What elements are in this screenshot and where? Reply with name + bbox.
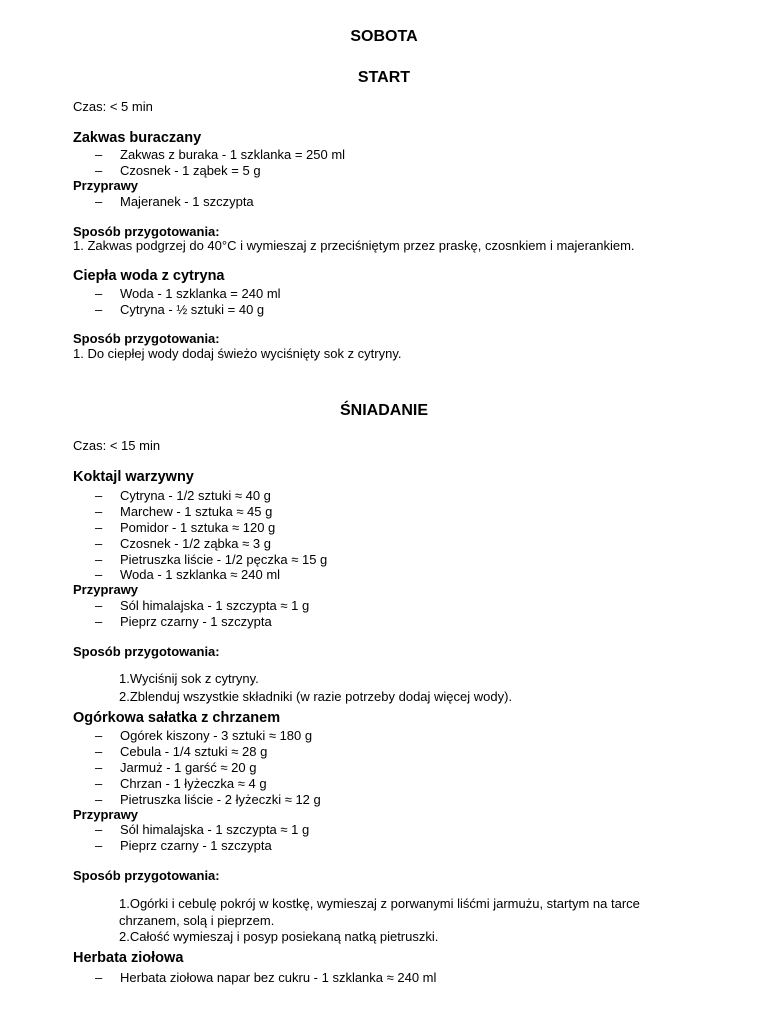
ingredient-text: Chrzan - 1 łyżeczka ≈ 4 g xyxy=(120,776,267,791)
spice-text: Pieprz czarny - 1 szczypta xyxy=(120,614,272,629)
list-dash: – xyxy=(95,302,103,317)
ingredient-text: Zakwas z buraka - 1 szklanka = 250 ml xyxy=(120,147,346,162)
spice-text: Sól himalajska - 1 szczypta ≈ 1 g xyxy=(120,598,310,613)
method-step: 2.Zblenduj wszystkie składniki (w razie potrzeby dodaj więcej wody). xyxy=(119,689,513,704)
ingredient-text: Woda - 1 szklanka ≈ 240 ml xyxy=(120,567,281,582)
ingredient-text: Herbata ziołowa napar bez cukru - 1 szklanka ≈ 240 ml xyxy=(120,970,437,985)
day-title: SOBOTA xyxy=(350,28,418,45)
list-dash: – xyxy=(95,760,103,775)
list-dash: – xyxy=(95,614,103,629)
method-step: 1. Do ciepłej wody dodaj świeżo wyciśnięty sok z cytryny. xyxy=(73,346,402,361)
list-dash: – xyxy=(95,598,103,613)
method-step: 1. Zakwas podgrzej do 40°C i wymieszaj z przeciśniętym przez praskę, czosnkiem i majerankiem. xyxy=(73,238,635,253)
list-dash: – xyxy=(95,147,103,162)
list-dash: – xyxy=(95,744,103,759)
list-dash: – xyxy=(95,970,103,985)
list-dash: – xyxy=(95,520,103,535)
list-dash: – xyxy=(95,536,103,551)
list-dash: – xyxy=(95,286,103,301)
ingredient-text: Jarmuż - 1 garść ≈ 20 g xyxy=(120,760,257,775)
method-step: 1.Ogórki i cebulę pokrój w kostkę, wymieszaj z porwanymi liśćmi jarmużu, startym na tarce xyxy=(119,896,640,911)
ingredient-text: Ogórek kiszony - 3 sztuki ≈ 180 g xyxy=(120,728,313,743)
recipe-title: Zakwas buraczany xyxy=(73,130,202,146)
recipe-title: Herbata ziołowa xyxy=(73,950,184,966)
spices-label: Przyprawy xyxy=(73,582,139,597)
list-dash: – xyxy=(95,163,103,178)
spice-text: Sól himalajska - 1 szczypta ≈ 1 g xyxy=(120,822,310,837)
meal-title-breakfast: ŚNIADANIE xyxy=(339,402,428,419)
recipe-title: Koktajl warzywny xyxy=(73,469,194,485)
method-step: 2.Całość wymieszaj i posyp posiekaną natką pietruszki. xyxy=(119,929,439,944)
meal-time: Czas: < 5 min xyxy=(73,99,153,114)
recipe-title: Ogórkowa sałatka z chrzanem xyxy=(73,710,281,726)
spice-text: Majeranek - 1 szczypta xyxy=(120,194,254,209)
method-step: 1.Wyciśnij sok z cytryny. xyxy=(119,671,259,686)
meal-time: Czas: < 15 min xyxy=(73,438,161,453)
list-dash: – xyxy=(95,728,103,743)
recipe-title: Ciepła woda z cytryna xyxy=(73,268,225,284)
ingredient-text: Cytryna - ½ sztuki = 40 g xyxy=(120,302,265,317)
list-dash: – xyxy=(95,488,103,503)
list-dash: – xyxy=(95,194,103,209)
ingredient-text: Czosnek - 1 ząbek = 5 g xyxy=(120,163,261,178)
method-label: Sposób przygotowania: xyxy=(73,644,220,659)
spices-label: Przyprawy xyxy=(73,807,139,822)
list-dash: – xyxy=(95,792,103,807)
ingredient-text: Cebula - 1/4 sztuki ≈ 28 g xyxy=(120,744,268,759)
method-step: chrzanem, solą i pieprzem. xyxy=(119,913,275,928)
ingredient-text: Woda - 1 szklanka = 240 ml xyxy=(120,286,281,301)
list-dash: – xyxy=(95,552,103,567)
ingredient-text: Cytryna - 1/2 sztuki ≈ 40 g xyxy=(120,488,271,503)
ingredient-text: Czosnek - 1/2 ząbka ≈ 3 g xyxy=(120,536,271,551)
spice-text: Pieprz czarny - 1 szczypta xyxy=(120,838,272,853)
list-dash: – xyxy=(95,504,103,519)
list-dash: – xyxy=(95,776,103,791)
method-label: Sposób przygotowania: xyxy=(73,331,220,346)
method-label: Sposób przygotowania: xyxy=(73,224,220,239)
ingredient-text: Pietruszka liście - 2 łyżeczki ≈ 12 g xyxy=(120,792,321,807)
list-dash: – xyxy=(95,567,103,582)
ingredient-text: Marchew - 1 sztuka ≈ 45 g xyxy=(120,504,273,519)
spices-label: Przyprawy xyxy=(73,178,139,193)
list-dash: – xyxy=(95,822,103,837)
method-label: Sposób przygotowania: xyxy=(73,868,220,883)
meal-title-start: START xyxy=(357,69,411,86)
ingredient-text: Pomidor - 1 sztuka ≈ 120 g xyxy=(120,520,276,535)
list-dash: – xyxy=(95,838,103,853)
ingredient-text: Pietruszka liście - 1/2 pęczka ≈ 15 g xyxy=(120,552,328,567)
